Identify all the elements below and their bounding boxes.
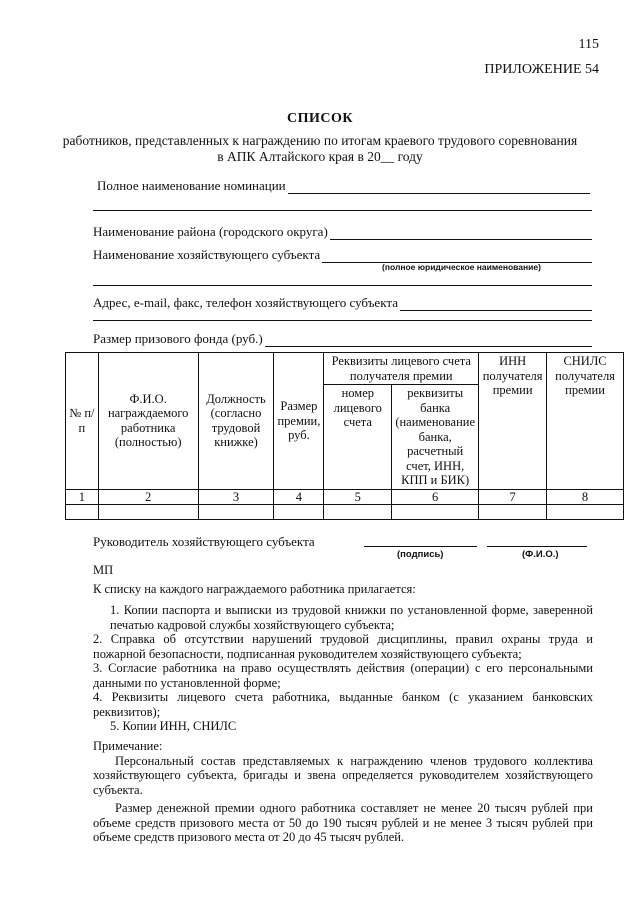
note-paragraph-1: Персональный состав представляемых к награждению членов трудового коллектива хозяйствующего субъекта, бригады и звена определяется руководителем хозяйствующего субъекта. (93, 753, 593, 797)
col-number: 7 (479, 489, 547, 505)
fund-field[interactable] (93, 331, 592, 347)
note-paragraph-2: Размер денежной премии одного работника составляет не менее 20 тысяч рублей при объеме средств призового места от 50 до 190 тысяч рублей и не менее 3 тысяч рублей при объеме средств призового места от 20 до 45 тысяч рублей. (93, 801, 593, 844)
signature-hint: (подпись) (397, 549, 444, 560)
attachments-intro: К списку на каждого награждаемого работника прилагается: (93, 582, 416, 596)
header-account-number: номер лицевого счета (324, 385, 392, 490)
header-inn: ИНН получателя премии (479, 353, 547, 490)
header-snils: СНИЛС получателя премии (547, 353, 624, 490)
nomination-label: Полное наименование номинации (97, 178, 286, 193)
name-line[interactable] (487, 546, 587, 547)
table-cell[interactable] (66, 505, 99, 520)
district-line[interactable] (330, 227, 592, 240)
awards-table (65, 352, 624, 520)
header-position: Должность (согласно трудовой книжке) (198, 353, 274, 490)
document-subtitle (0, 133, 640, 165)
table-cell[interactable] (547, 505, 624, 520)
table-cell[interactable] (198, 505, 274, 520)
head-label: Руководитель хозяйствующего субъекта (93, 534, 315, 549)
entity-label: Наименование хозяйствующего субъекта (93, 247, 321, 262)
col-number: 5 (324, 489, 392, 505)
col-number: 1 (66, 489, 99, 505)
signature-line[interactable] (364, 546, 477, 547)
header-fio: Ф.И.О. награждаемого работника (полностью) (98, 353, 198, 490)
attachments-list (93, 603, 593, 734)
list-item: 5. Копии ИНН, СНИЛС (110, 719, 237, 733)
page-number: 115 (578, 37, 599, 52)
appendix-label: ПРИЛОЖЕНИЕ 54 (484, 62, 599, 77)
table-cell[interactable] (392, 505, 479, 520)
note-heading: Примечание: (93, 739, 163, 753)
stamp-label: МП (93, 563, 114, 577)
list-item: 1. Копии паспорта и выписки из трудовой книжки по установленной форме, заверенной печатью кадровой службы хозяйствующего субъекта; (110, 603, 593, 632)
note-section (93, 739, 593, 845)
address-field[interactable] (93, 295, 592, 311)
header-bonus: Размер премии, руб. (274, 353, 324, 490)
table-cell[interactable] (98, 505, 198, 520)
address-line-2[interactable] (93, 320, 592, 321)
entity-hint: (полное юридическое наименование) (382, 262, 541, 272)
header-bank: реквизиты банка (наименование банка, расчетный счет, ИНН, КПП и БИК) (392, 385, 479, 490)
name-hint: (Ф.И.О.) (522, 549, 559, 560)
table-cell[interactable] (479, 505, 547, 520)
list-item: 4. Реквизиты лицевого счета работника, выданные банком (с указанием банковских реквизитов); (93, 690, 593, 719)
col-number: 8 (547, 489, 624, 505)
address-label: Адрес, e-mail, факс, телефон хозяйствующего субъекта (93, 295, 398, 310)
table-cell[interactable] (324, 505, 392, 520)
district-label: Наименование района (городского округа) (93, 224, 328, 239)
fund-label: Размер призового фонда (руб.) (93, 331, 263, 346)
col-number: 2 (98, 489, 198, 505)
header-no: № п/п (66, 353, 99, 490)
table-cell[interactable] (274, 505, 324, 520)
table-header-row (66, 353, 624, 385)
district-field[interactable] (93, 224, 592, 240)
table-row[interactable] (66, 505, 624, 520)
address-line[interactable] (400, 298, 592, 311)
list-item: 3. Согласие работника на право осуществлять действия (операции) с его персональными данными по установленной форме; (93, 661, 593, 690)
subtitle-line-2: в АПК Алтайского края в 20__ году (217, 149, 423, 164)
col-number: 3 (198, 489, 274, 505)
table-number-row (66, 489, 624, 505)
col-number: 6 (392, 489, 479, 505)
col-number: 4 (274, 489, 324, 505)
list-item: 2. Справка об отсутствии нарушений трудовой дисциплины, правил охраны труда и пожарной безопасности, подписанная руководителем хозяйствующего субъекта; (93, 632, 593, 661)
header-account-group: Реквизиты лицевого счета получателя премии (324, 353, 479, 385)
entity-line-2[interactable] (93, 285, 592, 286)
subtitle-line-1: работников, представленных к награждению по итогам краевого трудового соревнования (62, 133, 578, 148)
nomination-field[interactable] (97, 178, 590, 194)
document-title: СПИСОК (286, 111, 354, 126)
nomination-line[interactable] (288, 181, 590, 194)
entity-field[interactable] (93, 247, 592, 263)
fund-line[interactable] (265, 334, 592, 347)
nomination-line-2[interactable] (93, 210, 592, 211)
